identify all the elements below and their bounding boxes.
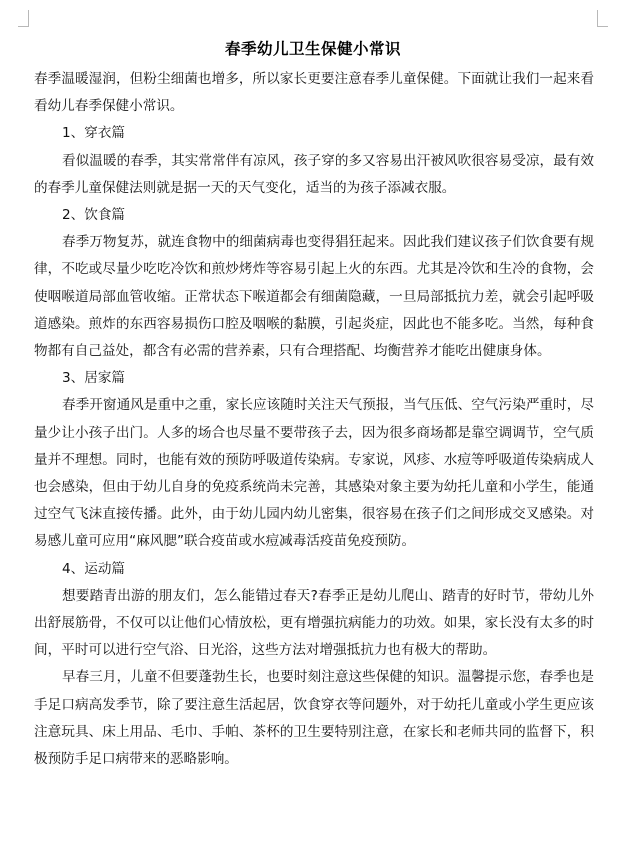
section-paragraph: 春季开窗通风是重中之重，家长应该随时关注天气预报，当气压低、空气污染严重时，尽量少让小孩子出门。人多的场合也尽量不要带孩子去，因为很多商场都是靠空调调节，空气质量并不理想。同时，也能有效的预防呼吸道传染病。专家说，风疹、水痘等呼吸道传染病成人也会感染，但由于幼儿自身的免疫系统尚未完善，其感染对象主要为幼托儿童和小学生，能通过空气飞沫直接传播。此外，由于幼儿园内幼儿密集，很容易在孩子们之间形成交叉感染。对易感儿童可应用“麻风腮”联合疫苗或水痘减毒活疫苗免疫预防。	[34, 397, 594, 550]
section-heading-home: 3、居家篇	[62, 370, 126, 387]
crop-mark-top-left	[18, 10, 29, 27]
section-paragraph: 想要踏青出游的朋友们，怎么能错过春天?春季正是幼儿爬山、踏青的好时节，带幼儿外出舒展筋骨，不仅可以让他们心情放松，更有增强抗病能力的功效。如果，家长没有太多的时间，平时可以进行空气浴、日光浴，这些方法对增强抵抗力也有极大的帮助。	[34, 587, 594, 659]
intro-paragraph: 春季温暖湿润，但粉尘细菌也增多，所以家长更要注意春季儿童保健。下面就让我们一起来看看幼儿春季保健小常识。	[34, 71, 594, 115]
document-title: 春季幼儿卫生保健小常识	[224, 39, 401, 58]
section-heading-diet: 2、饮食篇	[62, 207, 126, 224]
document-body	[34, 66, 594, 773]
section-heading-clothing: 1、穿衣篇	[62, 125, 126, 142]
section-heading-exercise: 4、运动篇	[62, 560, 126, 577]
crop-mark-top-right	[597, 10, 608, 27]
section-paragraph: 春季万物复苏，就连食物中的细菌病毒也变得猖狂起来。因此我们建议孩子们饮食要有规律，不吃或尽量少吃吃冷饮和煎炒烤炸等容易引起上火的东西。尤其是冷饮和生冷的食物，会使咽喉道局部血管收缩。正常状态下喉道都会有细菌隐藏，一旦局部抵抗力差，就会引起呼吸道感染。煎炸的东西容易损伤口腔及咽喉的黏膜，引起炎症，因此也不能多吃。当然，每种食物都有自己益处，都含有必需的营养素，只有合理搭配、均衡营养才能吃出健康身体。	[34, 234, 594, 360]
section-paragraph: 看似温暖的春季，其实常常伴有凉风，孩子穿的多又容易出汗被风吹很容易受凉，最有效的春季儿童保健法则就是据一天的天气变化，适当的为孩子添减衣服。	[34, 152, 594, 196]
section-paragraph: 早春三月，儿童不但要蓬勃生长，也要时刻注意这些保健的知识。温馨提示您，春季也是手足口病高发季节，除了要注意生活起居，饮食穿衣等问题外，对于幼托儿童或小学生更应该注意玩具、床上用品、毛巾、手帕、茶杯的卫生要特别注意，在家长和老师共同的监督下，积极预防手足口病带来的恶略影响。	[34, 669, 594, 768]
